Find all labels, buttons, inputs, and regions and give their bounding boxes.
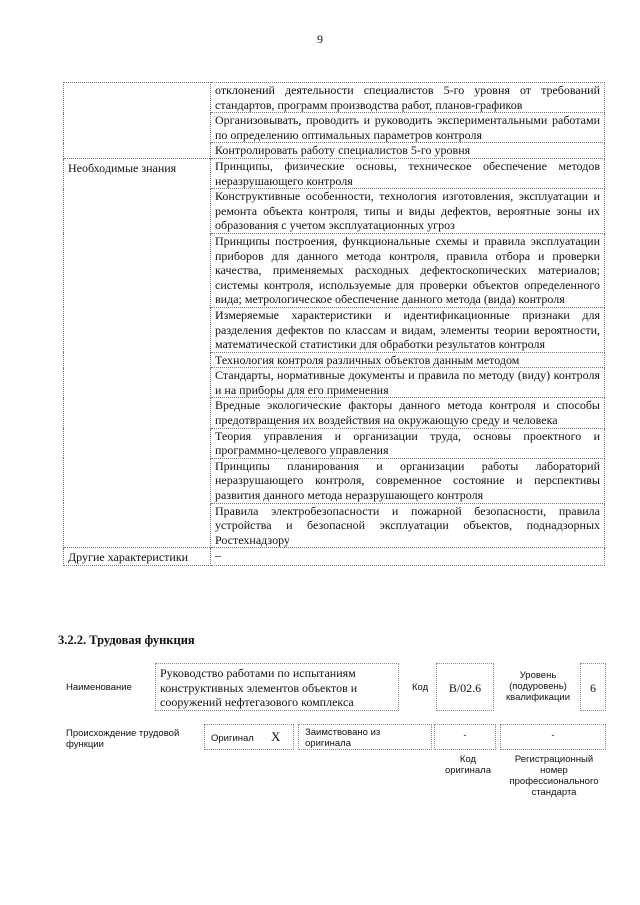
- other-value: –: [211, 548, 605, 566]
- table-row: [64, 189, 605, 234]
- level-label: Уровень (подуровень) квалификации: [505, 670, 571, 703]
- reg-number-box: [500, 724, 606, 750]
- table-row: [64, 368, 605, 398]
- table-cell: Принципы построения, функциональные схемы и правила эксплуатации приборов для данного метода контроля, правила отбора и проверки качества, применяемых расходных дефектоскопических материалов; системы контроля, используемые для проверки объектов определенного вида; метрологическое обеспечение данного метода (вида) контроля: [211, 233, 605, 307]
- table-cell: отклонений деятельности специалистов 5-го уровня от требований стандартов, программ производства работ, планов-графиков: [211, 83, 605, 113]
- function-name-value: Руководство работами по испытаниям конструктивных элементов объектов и сооружений нефтегазового комплекса: [155, 663, 399, 711]
- table-row: [64, 233, 605, 307]
- original-box: [204, 724, 294, 750]
- table-row: [64, 398, 605, 428]
- code-original-dash: -: [463, 730, 467, 741]
- original-mark: X: [271, 729, 281, 744]
- code-original-caption: Код оригинала: [444, 754, 491, 776]
- empty-label-cell: [64, 83, 211, 113]
- table-cell: Вредные экологические факторы данного метода контроля и способы предотвращения их воздействия на окружающую среду и человека: [211, 398, 605, 428]
- table-row: [64, 503, 605, 548]
- table-row: [64, 428, 605, 458]
- level-value: 6: [580, 663, 606, 711]
- table-row: [64, 143, 605, 159]
- name-label: Наименование: [66, 682, 132, 693]
- table-cell: Стандарты, нормативные документы и правила по методу (виду) контроля и на приборы для его применения: [211, 368, 605, 398]
- origin-label: Происхождение трудовой функции: [66, 728, 180, 750]
- code-original-box: [434, 724, 496, 750]
- borrowed-box: [298, 724, 432, 750]
- table-row: [64, 352, 605, 368]
- knowledge-label: Необходимые знания: [64, 158, 211, 188]
- table-cell: Теория управления и организации труда, основы проектного и программно-целевого управления: [211, 428, 605, 458]
- table-cell: Принципы планирования и организации работы лабораторий неразрушающего контроля, современное состояние и перспективы развития данного метода неразрушающего контроля: [211, 458, 605, 503]
- page-number: 9: [317, 32, 323, 46]
- table-row: [64, 548, 605, 566]
- table-cell: Контролировать работу специалистов 5-го уровня: [211, 143, 605, 159]
- code-label: Код: [412, 682, 429, 693]
- table-row: [64, 113, 605, 143]
- table-cell: Технология контроля различных объектов данным методом: [211, 352, 605, 368]
- table-cell: Правила электробезопасности и пожарной безопасности, правила устройства и безопасной эксплуатации объектов, поднадзорных Ростехнадзору: [211, 503, 605, 548]
- code-value: B/02.6: [436, 663, 494, 711]
- table-cell: Принципы, физические основы, техническое обеспечение методов неразрушающего контроля: [211, 158, 605, 188]
- table-row: [64, 307, 605, 352]
- table-row: [64, 83, 605, 113]
- empty-label-cell: [64, 113, 211, 143]
- reg-number-caption: Регистрационный номер профессионального стандарта: [509, 754, 599, 798]
- other-label: Другие характеристики: [64, 548, 211, 566]
- section-title: 3.2.2. Трудовая функция: [58, 633, 195, 647]
- knowledge-table: [63, 82, 605, 566]
- empty-label-cell: [64, 143, 211, 159]
- table-cell: Конструктивные особенности, технология изготовления, эксплуатации и ремонта объекта контроля, типы и виды дефектов, вероятные зоны их образования с учетом эксплуатационных угроз: [211, 189, 605, 234]
- original-label: Оригинал: [211, 733, 254, 744]
- table-cell: Измеряемые характеристики и идентификационные признаки для разделения дефектов по классам и видам, элементы теории вероятности, математической статистики для обработки результатов контроля: [211, 307, 605, 352]
- table-cell: Организовывать, проводить и руководить экспериментальными работами по определению оптимальных параметров контроля: [211, 113, 605, 143]
- table-row: [64, 158, 605, 188]
- reg-number-dash: -: [551, 730, 555, 741]
- borrowed-label: Заимствовано из оригинала: [305, 727, 381, 749]
- table-row: [64, 458, 605, 503]
